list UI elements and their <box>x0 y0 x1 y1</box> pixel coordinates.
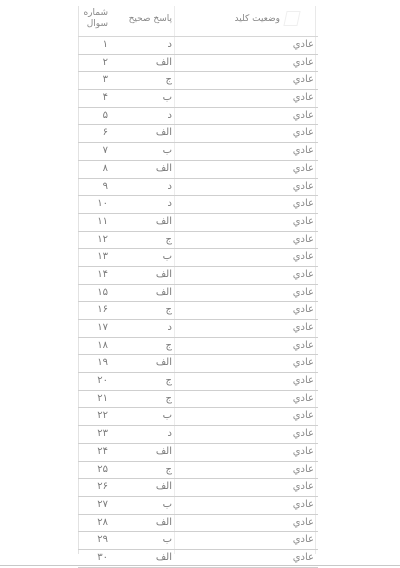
table-row <box>78 37 318 55</box>
table-row <box>78 302 318 320</box>
key-status-cell: عادي <box>292 198 314 210</box>
table-row <box>78 267 318 285</box>
key-status-cell: عادي <box>292 392 314 404</box>
correct-answer-cell: د <box>167 39 172 50</box>
question-number-cell: ۱۶ <box>97 304 108 316</box>
correct-answer-cell: ج <box>165 74 172 86</box>
key-status-cell: عادي <box>292 357 314 369</box>
table-row <box>78 373 318 391</box>
question-number-header <box>78 8 108 30</box>
table-row <box>78 444 318 462</box>
key-status-cell: عادي <box>292 92 314 104</box>
key-status-cell: عادي <box>292 268 314 280</box>
correct-answer-cell: ب <box>162 92 172 104</box>
correct-answer-cell: الف <box>155 445 172 457</box>
table-row <box>78 161 318 179</box>
correct-answer-header: پاسخ صحیح <box>128 14 172 24</box>
key-status-cell: عادي <box>292 215 314 227</box>
correct-answer-cell: ج <box>165 463 172 475</box>
table-row <box>78 108 318 126</box>
question-number-cell: ۳۰ <box>97 551 108 563</box>
key-status-cell: عادي <box>292 551 314 563</box>
faint-mark <box>283 11 300 26</box>
correct-answer-cell: الف <box>155 481 172 493</box>
correct-answer-cell: الف <box>155 551 172 563</box>
correct-answer-cell: د <box>167 198 172 210</box>
correct-answer-cell: ج <box>165 304 172 316</box>
question-number-cell: ۲۸ <box>97 516 108 528</box>
table-body <box>78 37 318 568</box>
correct-answer-cell: الف <box>155 56 172 68</box>
key-status-cell: عادي <box>292 534 314 546</box>
question-number-cell: ۱۳ <box>97 251 108 263</box>
question-number-cell: ۲۹ <box>97 534 108 546</box>
table-header <box>78 6 318 37</box>
correct-answer-cell: ج <box>165 339 172 351</box>
question-number-cell: ۱۲ <box>97 233 108 245</box>
question-number-cell: ۲۳ <box>97 428 108 440</box>
question-number-cell: ۱۸ <box>97 339 108 351</box>
key-status-cell: عادي <box>292 463 314 475</box>
table-row <box>78 125 318 143</box>
table-row <box>78 55 318 73</box>
correct-answer-cell: ب <box>162 251 172 263</box>
table-row <box>78 426 318 444</box>
correct-answer-cell: الف <box>155 162 172 174</box>
correct-answer-cell: د <box>167 109 172 121</box>
question-number-cell: ۹ <box>102 180 108 192</box>
correct-answer-cell: ب <box>162 145 172 157</box>
table-row <box>78 214 318 232</box>
correct-answer-cell: الف <box>155 286 172 298</box>
table-row <box>78 479 318 497</box>
correct-answer-cell: ب <box>162 534 172 546</box>
key-status-cell: عادي <box>292 516 314 528</box>
question-number-cell: ۴ <box>102 92 108 104</box>
question-number-cell: ۱۵ <box>97 286 108 298</box>
key-status-cell: عادي <box>292 339 314 351</box>
key-status-header: وضعیت کلید <box>234 14 280 24</box>
question-number-header-line1: شماره <box>83 8 108 18</box>
question-number-cell: ۸ <box>102 162 108 174</box>
question-number-cell: ۷ <box>102 145 108 157</box>
table-row <box>78 179 318 197</box>
key-status-cell: عادي <box>292 286 314 298</box>
key-status-cell: عادي <box>292 322 314 333</box>
table-row <box>78 320 318 338</box>
key-status-cell: عادي <box>292 304 314 316</box>
correct-answer-cell: ب <box>162 498 172 510</box>
key-status-cell: عادي <box>292 39 314 50</box>
correct-answer-cell: د <box>167 180 172 192</box>
correct-answer-cell: الف <box>155 127 172 139</box>
table-row <box>78 497 318 515</box>
table-row <box>78 355 318 373</box>
question-number-cell: ۲۴ <box>97 445 108 457</box>
table-row <box>78 249 318 267</box>
table-row <box>78 338 318 356</box>
question-number-cell: ۲۷ <box>97 498 108 510</box>
key-status-cell: عادي <box>292 428 314 440</box>
key-status-cell: عادي <box>292 145 314 157</box>
question-number-cell: ۱ <box>102 39 108 50</box>
correct-answer-cell: الف <box>155 215 172 227</box>
key-status-cell: عادي <box>292 180 314 192</box>
correct-answer-cell: د <box>167 428 172 440</box>
table-row <box>78 408 318 426</box>
table-row <box>78 462 318 480</box>
table-row <box>78 285 318 303</box>
correct-answer-cell: الف <box>155 357 172 369</box>
key-status-cell: عادي <box>292 410 314 422</box>
table-row <box>78 391 318 409</box>
key-status-cell: عادي <box>292 74 314 86</box>
correct-answer-cell: الف <box>155 516 172 528</box>
correct-answer-cell: ج <box>165 392 172 404</box>
key-status-cell: عادي <box>292 56 314 68</box>
question-number-cell: ۲۶ <box>97 481 108 493</box>
question-number-cell: ۱۱ <box>97 215 108 227</box>
question-number-cell: ۲۰ <box>97 375 108 387</box>
key-status-cell: عادي <box>292 445 314 457</box>
question-number-cell: ۲۵ <box>97 463 108 475</box>
table-row <box>78 532 318 550</box>
page-bottom-rule <box>0 565 400 566</box>
question-number-cell: ۶ <box>102 127 108 139</box>
question-number-cell: ۳ <box>102 74 108 86</box>
question-number-cell: ۱۹ <box>97 357 108 369</box>
question-number-cell: ۱۰ <box>97 198 108 210</box>
table-row <box>78 90 318 108</box>
question-number-cell: ۵ <box>102 109 108 121</box>
table-row <box>78 515 318 533</box>
key-status-cell: عادي <box>292 481 314 493</box>
question-number-cell: ۲۱ <box>97 392 108 404</box>
correct-answer-cell: ج <box>165 233 172 245</box>
table-row <box>78 72 318 90</box>
key-status-cell: عادي <box>292 233 314 245</box>
table-row <box>78 232 318 250</box>
table-row <box>78 143 318 161</box>
key-status-cell: عادي <box>292 162 314 174</box>
key-status-cell: عادي <box>292 109 314 121</box>
question-number-cell: ۱۷ <box>97 322 108 333</box>
table-row <box>78 196 318 214</box>
key-status-cell: عادي <box>292 498 314 510</box>
question-number-cell: ۲ <box>102 56 108 68</box>
correct-answer-cell: ج <box>165 375 172 387</box>
question-number-header-line2: سوال <box>86 19 108 29</box>
correct-answer-cell: د <box>167 322 172 333</box>
key-status-cell: عادي <box>292 127 314 139</box>
correct-answer-cell: الف <box>155 268 172 280</box>
key-status-cell: عادي <box>292 375 314 387</box>
key-status-cell: عادي <box>292 251 314 263</box>
question-number-cell: ۲۲ <box>97 410 108 422</box>
correct-answer-cell: ب <box>162 410 172 422</box>
answer-key-table <box>78 6 318 563</box>
question-number-cell: ۱۴ <box>97 268 108 280</box>
